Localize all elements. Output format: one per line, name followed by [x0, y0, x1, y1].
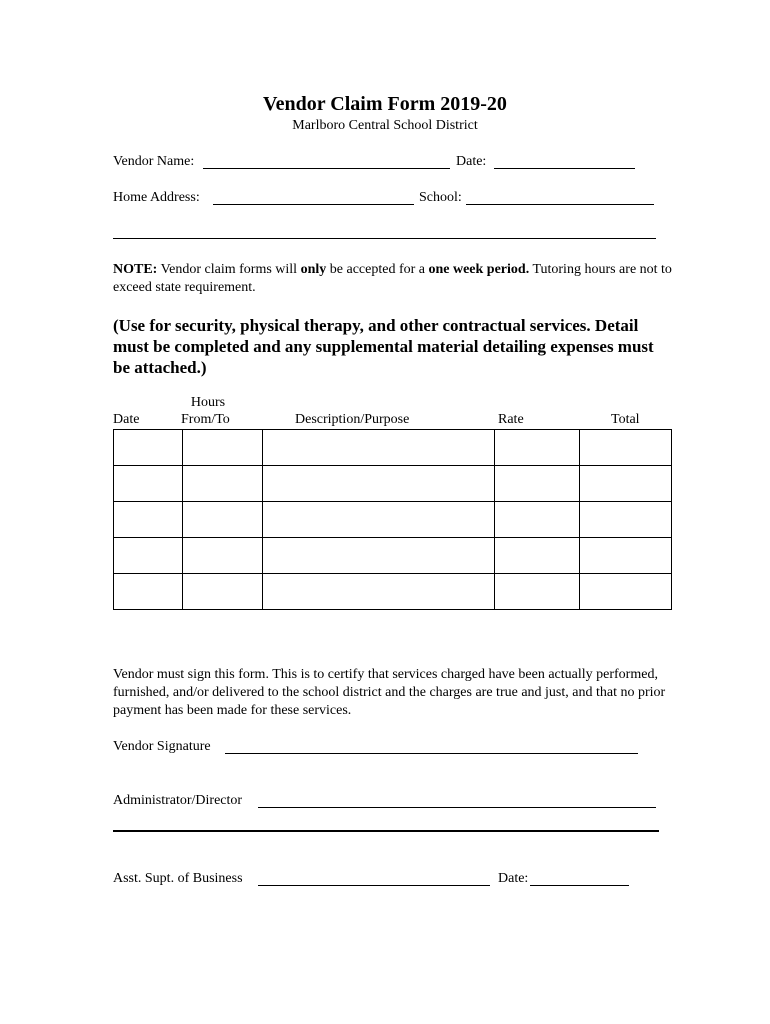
date-cell[interactable]	[114, 430, 183, 466]
asst-supt-date-field[interactable]	[530, 885, 629, 886]
total-cell[interactable]	[580, 502, 672, 538]
total-cell[interactable]	[580, 538, 672, 574]
col-header-hours: From/To	[181, 412, 230, 427]
section-divider	[113, 830, 659, 832]
hours-cell[interactable]	[183, 466, 263, 502]
note-paragraph: NOTE: Vendor claim forms will only be accepted for a one week period. Tutoring hours are not to exceed state requirement.	[113, 262, 672, 295]
rate-cell[interactable]	[495, 466, 580, 502]
description-cell[interactable]	[263, 502, 495, 538]
address-line-2[interactable]	[113, 238, 656, 239]
table-row	[114, 538, 672, 574]
col-header-description: Description/Purpose	[295, 412, 410, 427]
table-row	[114, 466, 672, 502]
hours-cell[interactable]	[183, 538, 263, 574]
table-row	[114, 502, 672, 538]
date-cell[interactable]	[114, 502, 183, 538]
home-address-label: Home Address:	[113, 190, 200, 205]
date-cell[interactable]	[114, 538, 183, 574]
date-label: Date:	[456, 154, 487, 169]
date-field[interactable]	[494, 168, 635, 169]
note-label: NOTE:	[113, 262, 158, 277]
col-header-hours-top: Hours	[190, 395, 226, 410]
certification-text: Vendor must sign this form. This is to certify that services charged have been actually performed, furnished, and/or delivered to the school district and the charges are true and just, and that no prior payment has been made for these services.	[113, 667, 666, 718]
district-name: Marlboro Central School District	[292, 118, 478, 133]
vendor-signature-label: Vendor Signature	[113, 739, 211, 754]
description-cell[interactable]	[263, 574, 495, 610]
asst-supt-date-label: Date:	[498, 871, 529, 886]
total-cell[interactable]	[580, 574, 672, 610]
asst-supt-label: Asst. Supt. of Business	[113, 871, 243, 886]
vendor-signature-field[interactable]	[225, 753, 638, 754]
asst-supt-signature-field[interactable]	[258, 885, 490, 886]
total-cell[interactable]	[580, 466, 672, 502]
description-cell[interactable]	[263, 430, 495, 466]
description-cell[interactable]	[263, 538, 495, 574]
col-header-total: Total	[611, 412, 640, 427]
rate-cell[interactable]	[495, 430, 580, 466]
vendor-name-field[interactable]	[203, 168, 450, 169]
table-row	[114, 574, 672, 610]
hours-cell[interactable]	[183, 502, 263, 538]
table-row	[114, 430, 672, 466]
administrator-label: Administrator/Director	[113, 793, 243, 808]
col-header-rate: Rate	[498, 412, 524, 427]
instructions-text: (Use for security, physical therapy, and other contractual services. Detail must be completed and any supplemental material detailing expenses must be attached.)	[113, 316, 654, 377]
hours-cell[interactable]	[183, 430, 263, 466]
form-title: Vendor Claim Form 2019-20	[263, 93, 507, 115]
administrator-signature-field[interactable]	[258, 807, 656, 808]
claim-entries-table	[113, 429, 672, 610]
vendor-name-label: Vendor Name:	[113, 154, 195, 169]
school-field[interactable]	[466, 204, 654, 205]
description-cell[interactable]	[263, 466, 495, 502]
rate-cell[interactable]	[495, 574, 580, 610]
date-cell[interactable]	[114, 574, 183, 610]
rate-cell[interactable]	[495, 538, 580, 574]
date-cell[interactable]	[114, 466, 183, 502]
hours-cell[interactable]	[183, 574, 263, 610]
home-address-field[interactable]	[213, 204, 414, 205]
rate-cell[interactable]	[495, 502, 580, 538]
school-label: School:	[419, 190, 462, 205]
total-cell[interactable]	[580, 430, 672, 466]
col-header-date: Date	[113, 412, 140, 427]
